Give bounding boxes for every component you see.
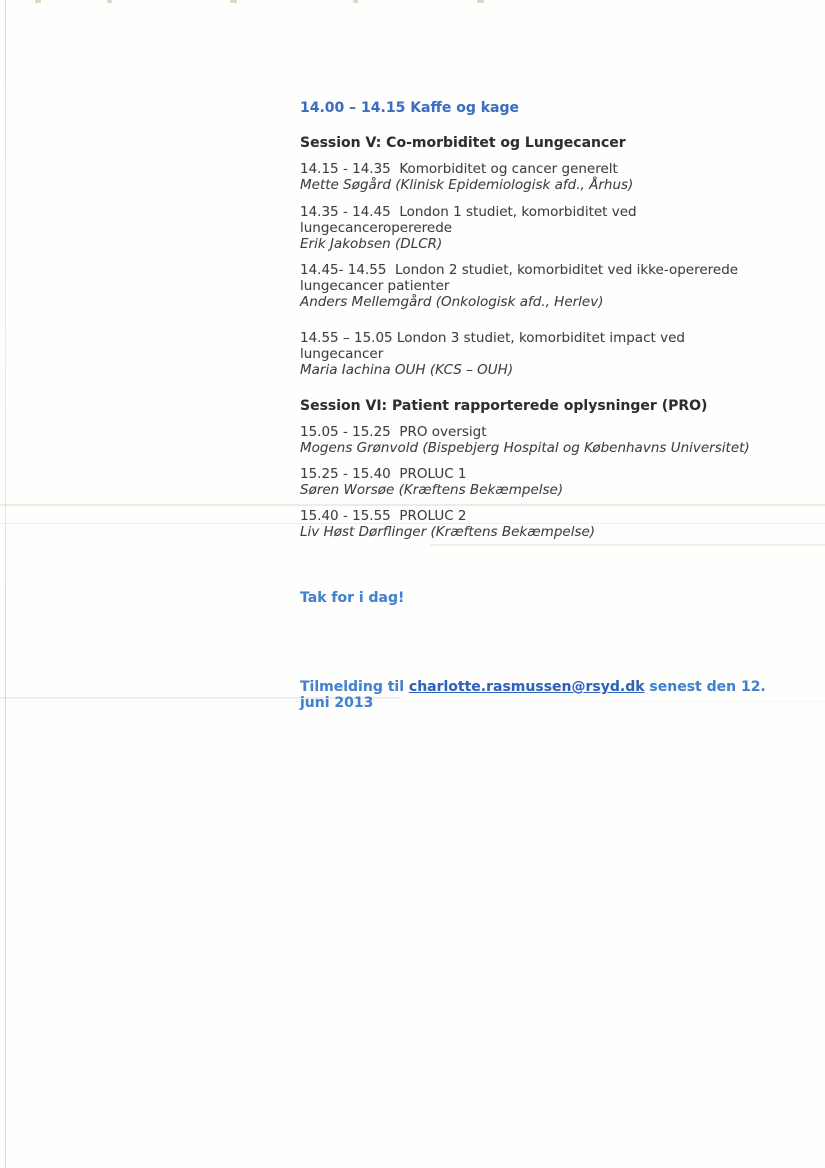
signup-note xyxy=(300,679,790,711)
item-speaker: Mogens Grønvold (Bispebjerg Hospital og Københavns Universitet) xyxy=(300,440,750,456)
item-continuation-line: lungecancer xyxy=(300,346,384,362)
program-item xyxy=(300,424,790,456)
scan-speck xyxy=(230,0,237,3)
item-time-line: 15.05 - 15.25 PRO oversigt xyxy=(300,424,487,440)
signup-line2: juni 2013 xyxy=(300,695,374,711)
session-vi-title: Session VI: Patient rapporterede oplysninger (PRO) xyxy=(300,398,708,414)
item-time-line: 14.35 - 14.45 London 1 studiet, komorbiditet ved xyxy=(300,204,637,220)
session-vi xyxy=(300,398,790,540)
coffee-break-heading: 14.00 – 14.15 Kaffe og kage xyxy=(300,100,519,116)
item-speaker: Mette Søgård (Klinisk Epidemiologisk afd., Århus) xyxy=(300,177,634,193)
session-v-title: Session V: Co-morbiditet og Lungecancer xyxy=(300,135,626,151)
item-speaker: Erik Jakobsen (DLCR) xyxy=(300,236,443,252)
program-item xyxy=(300,161,790,193)
item-time-line: 14.45- 14.55 London 2 studiet, komorbiditet ved ikke-opererede xyxy=(300,262,739,278)
program-content xyxy=(300,100,790,711)
item-time-line: 15.25 - 15.40 PROLUC 1 xyxy=(300,466,467,482)
scan-left-edge-line xyxy=(5,0,6,1168)
item-continuation-line: lungecancer patienter xyxy=(300,278,450,294)
signup-line1 xyxy=(300,679,790,695)
scan-speck xyxy=(477,0,484,3)
item-speaker: Søren Worsøe (Kræftens Bekæmpelse) xyxy=(300,482,564,498)
program-item xyxy=(300,262,790,310)
item-time-line: 14.15 - 14.35 Komorbiditet og cancer generelt xyxy=(300,161,618,177)
signup-text-after: senest den 12. xyxy=(644,679,766,695)
closing-note: Tak for i dag! xyxy=(300,590,405,606)
item-continuation-line: lungecanceropererede xyxy=(300,220,453,236)
program-item xyxy=(300,508,790,540)
item-time-line: 15.40 - 15.55 PROLUC 2 xyxy=(300,508,467,524)
signup-text-before: Tilmelding til xyxy=(300,679,409,695)
item-time-line: 14.55 – 15.05 London 3 studiet, komorbiditet impact ved xyxy=(300,330,685,346)
scan-speck xyxy=(353,0,358,3)
program-item xyxy=(300,466,790,498)
program-item xyxy=(300,204,790,252)
item-speaker: Liv Høst Dørflinger (Kræftens Bekæmpelse) xyxy=(300,524,596,540)
email-link[interactable]: charlotte.rasmussen@rsyd.dk xyxy=(408,679,645,695)
item-speaker: Anders Mellemgård (Onkologisk afd., Herlev) xyxy=(300,294,604,310)
program-item xyxy=(300,330,790,378)
session-v xyxy=(300,135,790,378)
scan-speck xyxy=(107,0,112,3)
scan-speck xyxy=(35,0,41,3)
item-speaker: Maria Iachina OUH (KCS – OUH) xyxy=(300,362,514,378)
